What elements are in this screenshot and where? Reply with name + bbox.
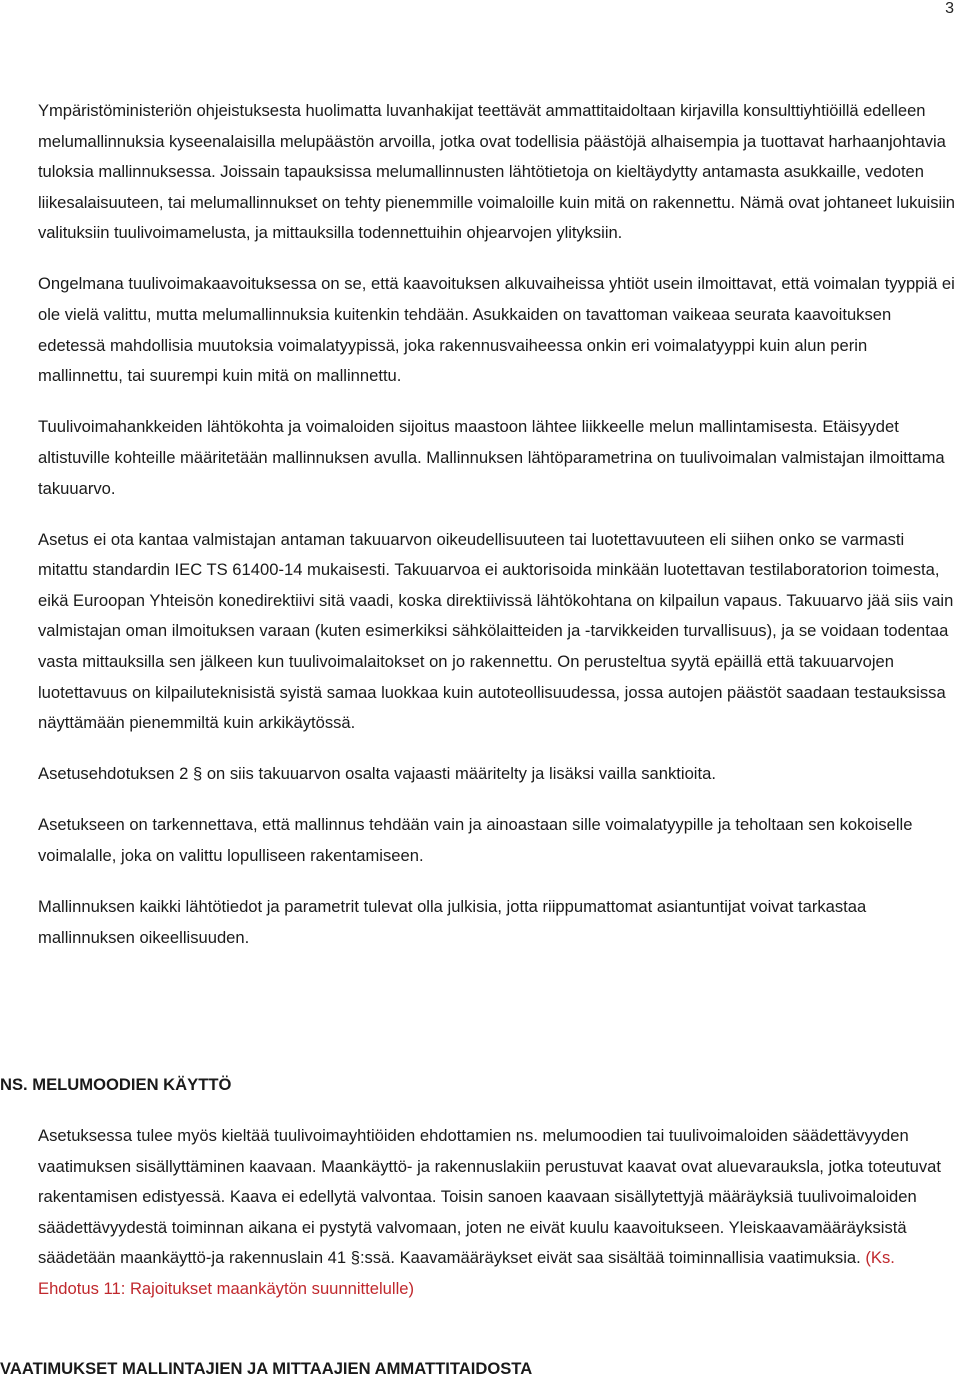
paragraph-zoning-problem: Ongelmana tuulivoimakaavoituksessa on se, että kaavoituksen alkuvaiheissa yhtiöt usein ilmoittavat, että voimalan tyyppiä ei ole vielä valittu, mutta melumallinnuksia kuitenkin tehdään. Asukkaiden on tavattoman vaikeaa seurata kaavoituksen edetessä mahdollisia muutoksia voimalatyypissä, joka rakennusvaiheessa onkin eri voimalatyyppi kuin alun perin mallinnettu, tai suurempi kuin mitä on mallinnettu. (38, 274, 955, 386)
section-noise-modes-body (38, 1121, 956, 1325)
paragraph-project-starting-point: Tuulivoimahankkeiden lähtökohta ja voimaloiden sijoitus maastoon lähtee liikkeelle melun mallintamisesta. Etäisyydet altistuville kohteille määritetään mallinnuksen avulla. Mallinnuksen lähtöparametrina on tuulivoimalan valmistajan ilmoittama takuuarvo. (38, 417, 945, 498)
noise-modes-text: Asetuksessa tulee myös kieltää tuulivoimayhtiöiden ehdottamien ns. melumoodien tai tuulivoimaloiden säädettävyyden vaatimuksen sisällyttäminen kaavaan. Maankäyttö- ja rakennuslakiin perustuvat kaavat ovat aluevarauksla, jotka toteutuvat rakentamisen edistyessä. Kaava ei edellytä valvontaa. Toisin sanoen kaavaan sisällytettyjä määräyksiä tuulivoimaloiden säädettävyydestä toiminnan aikana ei pystytä valvomaan, joten ne eivät kuulu kaavoitukseen. Yleiskaavamääräyksistä säädetään maankäyttö-ja rakennuslain 41 §:ssä. Kaavamääräykset eivät saa sisältää toiminnallisia vaatimuksia. (38, 1126, 942, 1268)
proposal-11-reference: (Ks. Ehdotus 11: Rajoitukset maankäytön suunnittelulle) (38, 1248, 895, 1298)
section-heading-modeller-competence: VAATIMUKSET MALLINTAJIEN JA MITTAAJIEN AMMATTITAIDOSTA (0, 1359, 533, 1378)
page-number: 3 (945, 0, 954, 17)
paragraph-noise-modes (38, 1121, 956, 1305)
paragraph-noise-modelling-consultants: Ympäristöministeriön ohjeistuksesta huolimatta luvanhakijat teettävät ammattitaidoltaan kirjavilla konsulttiyhtiöillä edelleen melumallinnuksia kyseenalaisilla melupäästön arvoilla, jotka ovat todellisia päästöjä alhaisempia ja tuottavat harhaanjohtavia tuloksia mallinnuksessa. Joissain tapauksissa melumallinnusten lähtötietoja on kieltäydytty antamasta asukkaille, vedoten liikesalaisuuteen, tai melumallinnukset on tehty pienemmille voimaloille kuin mitä on rakennettu. Nämä ovat johtaneet lukuisiin valituksiin tuulivoimamelusta, ja mittauksilla todennettuihin ohjearvojen ylityksiin. (38, 101, 955, 243)
section-heading-noise-modes: NS. MELUMOODIEN KÄYTTÖ (0, 1075, 232, 1094)
paragraph-modelling-requirement: Asetukseen on tarkennettava, että mallinnus tehdään vain ja ainoastaan sille voimalatyypille ja teholtaan sen kokoiselle voimalalle, joka on valittu lopulliseen rakentamiseen. (38, 815, 913, 865)
paragraph-public-inputs: Mallinnuksen kaikki lähtötiedot ja parametrit tulevat olla julkisia, jotta riippumattomat asiantuntijat voivat tarkastaa mallinnuksen oikeellisuuden. (38, 897, 867, 947)
paragraph-guarantee-value: Asetus ei ota kantaa valmistajan antaman takuuarvon oikeudellisuuteen tai luotettavuuteen eli siihen onko se varmasti mitattu standardin IEC TS 61400-14 mukaisesti. Takuuarvoa ei auktorisoida minkään luotettavan testilaboratorion toimesta, eikä Euroopan Yhteisön konedirektiivi sitä vaadi, koska direktiivissä lähtökohtana on kilpailun vapaus. Takuuarvo jää siis vain valmistajan oman ilmoituksen varaan (kuten esimerkiksi sähkölaitteiden ja -tarvikkeiden turvallisuus), ja se voidaan todentaa vasta mittauksilla sen jälkeen kun tuulivoimalaitokset on jo rakennettu. On perusteltua syytä epäillä että takuuarvojen luotettavuus on kilpailuteknisistä syistä samaa luokkaa kuin autoteollisuudessa, jossa autojen päästöt saadaan testauksissa näyttämään pienemmiltä kuin arkikäytössä. (38, 529, 954, 733)
document-body (38, 96, 956, 974)
paragraph-section-2-deficiency: Asetusehdotuksen 2 § on siis takuuarvon osalta vajaasti määritelty ja lisäksi vailla sanktioita. (38, 764, 716, 784)
